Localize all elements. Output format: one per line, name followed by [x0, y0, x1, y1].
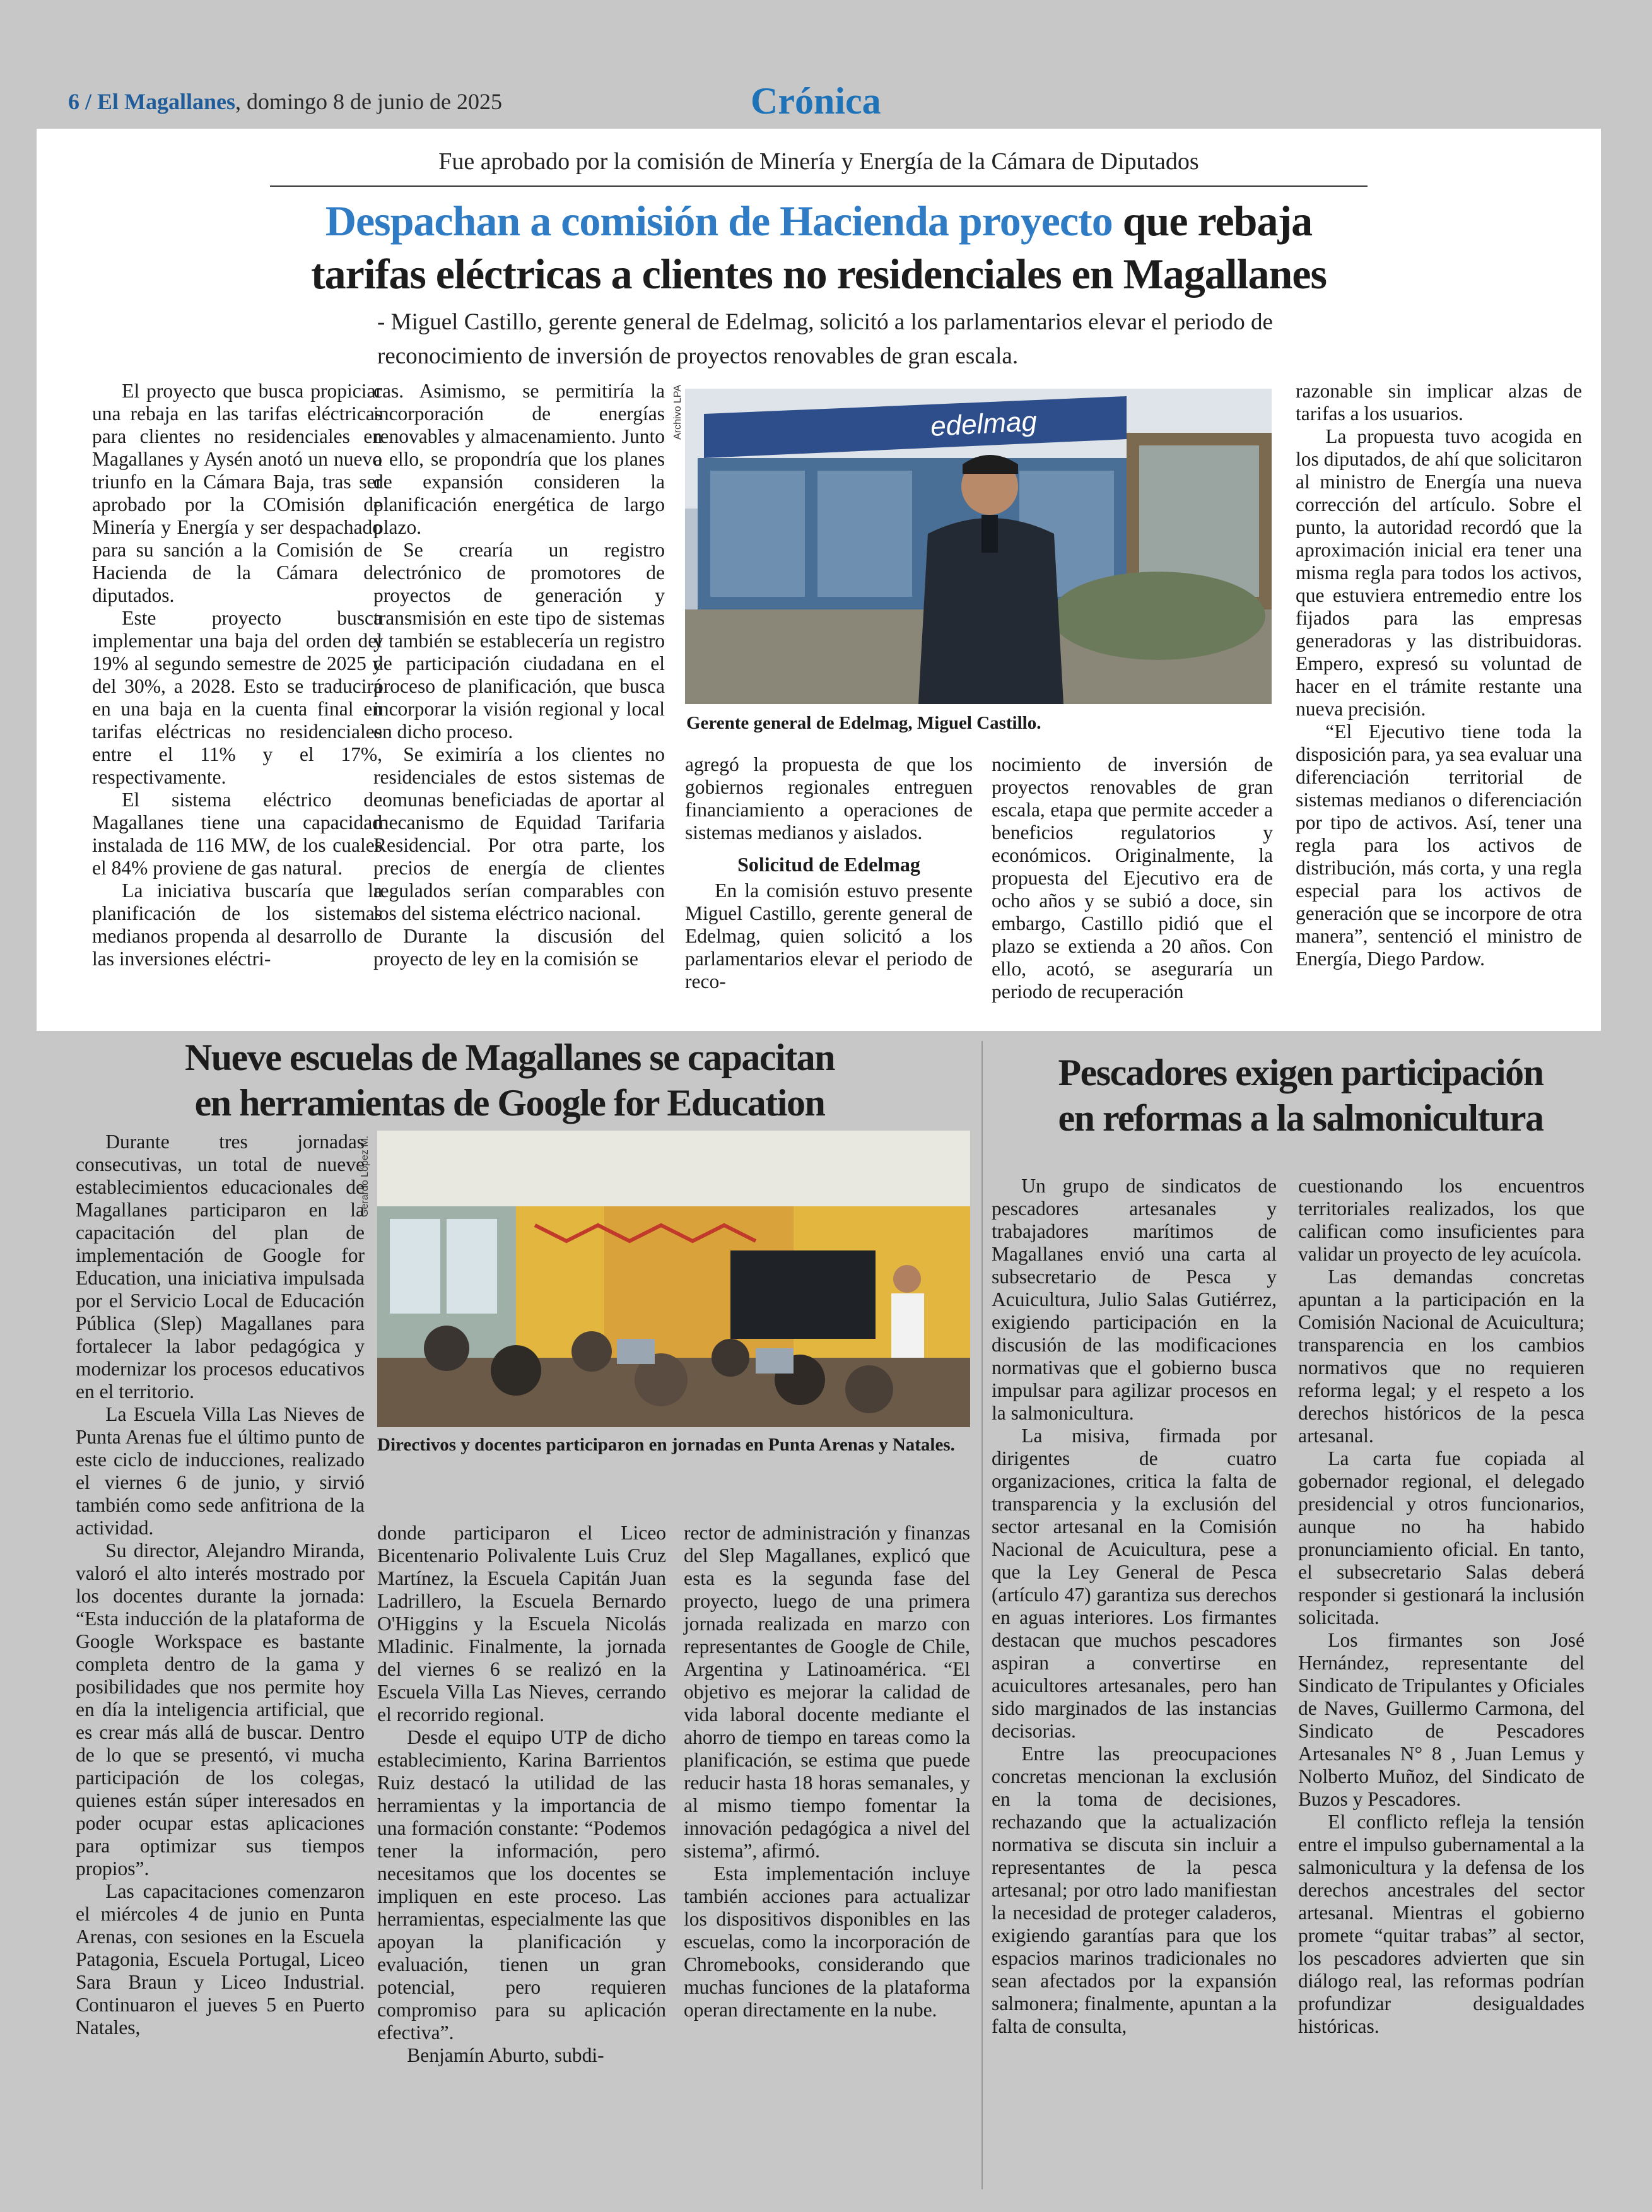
headline-rest-1: que rebaja — [1122, 197, 1313, 245]
headline-rest-2: tarifas eléctricas a clientes no residenciales en Magallanes — [310, 250, 1327, 298]
paragraph: Durante la discusión del proyecto de ley en la comisión se — [373, 925, 665, 970]
headline-line-1: Pescadores exigen participación — [1058, 1052, 1544, 1093]
headline-line-2: en reformas a la salmonicultura — [1058, 1097, 1544, 1139]
photo-illustration — [377, 1131, 970, 1427]
paragraph: cuestionando los encuentros territoriales realizados, los que califican como insuficientes para validar un proyecto de ley acuícola. — [1298, 1175, 1585, 1265]
paragraph: agregó la propuesta de que los gobiernos regionales entreguen financiamiento a operaciones de sistemas medianos y aislados. — [685, 753, 973, 844]
article-headline — [37, 1035, 983, 1126]
article-column-3 — [684, 1522, 970, 2021]
paragraph: “El Ejecutivo tiene toda la disposición para, ya sea evaluar una diferenciación territorial de sistemas medianos o diferenciación por tipo de activos. Así, tener una regla para los activos de distribución, más corta, y una regla especial para los activos de generación que se incorpore de otra manera”, sentenció el ministro de Energía, Diego Pardow. — [1296, 721, 1582, 970]
paragraph: El conflicto refleja la tensión entre el impulso gubernamental a la salmonicultura y la defensa de los derechos ancestrales del sector artesanal. Mientras el gobierno promete “quitar trabas” al sector, los pescadores advierten que sin diálogo real, las reformas podrían profundizar desigualdades históricas. — [1298, 1811, 1585, 2037]
paragraph: La misiva, firmada por dirigentes de cuatro organizaciones, critica la falta de transparencia y la exclusión del sector artesanal en la Comisión Nacional de Acuicultura, pese a que la Ley General de Pesca (artículo 47) garantiza sus derechos en aguas interiores. Los firmantes destacan que muchos pescadores aspiran a convertirse en acuicultores artesanales, pero han sido marginados de las instancias decisorias. — [992, 1425, 1277, 1742]
article-kicker: Fue aprobado por la comisión de Minería y Energía de la Cámara de Diputados — [438, 148, 1199, 175]
page-number: 6 — [68, 89, 79, 114]
article-column-1 — [92, 380, 382, 970]
photo-caption: Directivos y docentes participaron en jornadas en Punta Arenas y Natales. — [377, 1435, 955, 1455]
paragraph: Su director, Alejandro Miranda, valoró el alto interés mostrado por los docentes durante la jornada: “Esta inducción de la plataforma de Google Workspace es bastante completa dentro de la gama y posibilidades que nos permite hoy en día la inteligencia artificial, que es crear más allá de buscar. Dentro de lo que se presentó, vi mucha participación de los colegas, quienes están súper interesados en poder ocupar estas aplicaciones para optimizar sus tiempos propios”. — [76, 1539, 365, 1880]
article-column-2 — [1298, 1175, 1585, 2038]
paragraph: rector de administración y finanzas del Slep Magallanes, explicó que esta es la segunda fase del proyecto, luego de una primera jornada realizada en marzo con representantes de Google de Chile, Argentina y Latinoamérica. “El objetivo es mejorar la calidad de vida laboral docente mediante el ahorro de tiempo en tareas como la planificación, se estima que puede reducir hasta 18 horas semanales, y al mismo tiempo fomentar la innovación pedagógica a nivel del sistema”, afirmó. — [684, 1522, 970, 1862]
article-headline — [992, 1050, 1610, 1141]
paragraph: Entre las preocupaciones concretas mencionan la exclusión en la toma de decisiones, rechazando que la actualización normativa se discuta sin incluir a representantes de la pesca artesanal; por otro lado manifiestan la necesidad de proteger caladeros, exigiendo garantías para que los espacios marinos tradicionales no sean afectados por la expansión salmonera; finalmente, apuntan a la falta de consulta, — [992, 1743, 1277, 2037]
classroom-photo — [377, 1131, 970, 1427]
issue-date: domingo 8 de junio de 2025 — [247, 89, 502, 114]
photo-credit: Gerardo López M. — [360, 1136, 370, 1217]
headline-line-2: en herramientas de Google for Education — [194, 1082, 825, 1124]
paragraph: Se eximiría a los clientes no residenciales de estos sistemas de comunas beneficiadas de aportar al mecanismo de Equidad Tarifaria Residencial. Por otra parte, los precios de energía de clientes regulados serían comparables con los del sistema eléctrico nacional. — [373, 743, 665, 924]
section-title: Crónica — [751, 80, 881, 122]
paragraph: Se crearía un registro electrónico de promotores de proyectos de generación y transmisión en este tipo de sistemas y también se establecería un registro de participación ciudadana en el proceso de planificación, que busca incorporar la visión regional y local en dicho proceso. — [373, 539, 665, 743]
article-column-2 — [373, 380, 665, 970]
photo-caption: Gerente general de Edelmag, Miguel Castillo. — [686, 713, 1041, 733]
folio-separator: / — [85, 89, 92, 114]
article-column-5 — [1296, 380, 1582, 970]
article-column-4 — [992, 753, 1273, 1003]
paragraph: Esta implementación incluye también acciones para actualizar los dispositivos disponibles en las escuelas, como la incorporación de Chromebooks, considerando que muchas funciones de la plataforma operan directamente en la nube. — [684, 1862, 970, 2021]
article-headline — [37, 194, 1601, 300]
headline-line-1: Nueve escuelas de Magallanes se capacitan — [184, 1037, 835, 1078]
paragraph: donde participaron el Liceo Bicentenario Polivalente Luis Cruz Martínez, la Escuela Capitán Juan Ladrillero, la Escuela Bernardo O'Higgins y la Escuela Nicolás Mladinic. Finalmente, la jornada del viernes 6 se realizó en la Escuela Villa Las Nieves, cerrando el recorrido regional. — [377, 1522, 666, 1726]
paragraph: La Escuela Villa Las Nieves de Punta Arenas fue el último punto de este ciclo de inducciones, realizado el viernes 6 de junio, y sirvió también como sede anfitriona de la actividad. — [76, 1403, 365, 1539]
paragraph: El proyecto que busca propiciar una rebaja en las tarifas eléctricas para clientes no residenciales en Magallanes y Aysén anotó un nuevo triunfo en la Cámara Baja, tras ser aprobado por la COmisión de Minería y Energía y ser despachado para su sanción a la Comisión de Hacienda de la Cámara de diputados. — [92, 380, 382, 606]
paragraph: Benjamín Aburto, subdi- — [407, 2044, 604, 2066]
paragraph: Desde el equipo UTP de dicho establecimiento, Karina Barrientos Ruiz destacó la utilidad de las herramientas y la importancia de una formación constante: “Podemos tener la información, pero necesitamos que los docentes se impliquen en este proceso. Las herramientas, especialmente las que apoyan la planificación y evaluación, tienen un gran potencial, pero requieren compromiso para su aplicación efectiva”. — [377, 1726, 666, 2044]
article-google-education — [37, 1035, 989, 2189]
paragraph: Los firmantes son José Hernández, representante del Sindicato de Tripulantes y Oficiales de Naves, Guillermo Carmona, del Sindicato de Pescadores Artesanales N° 8 , Juan Lemus y Nolberto Muñoz, del Sindicato de Buzos y Pescadores. — [1298, 1629, 1585, 1810]
paragraph: Las capacitaciones comenzaron el miércoles 4 de junio en Punta Arenas, con sesiones en la Escuela Patagonia, Escuela Portugal, Liceo Sara Braun y Liceo Industrial. Continuaron el jueves 5 en Puerto Natales, — [76, 1880, 365, 2038]
page-folio: 6 / El Magallanes, domingo 8 de junio de 2025 — [68, 89, 502, 114]
paragraph: cas. Asimismo, se permitiría la incorporación de energías renovables y almacenamiento. Junto a ello, se propondría que los planes de expansión consideren la planificación energética de largo plazo. — [373, 380, 665, 538]
paragraph: La carta fue copiada al gobernador regional, el delegado presidencial y otros funcionarios, aunque no ha habido pronunciamiento oficial. En tanto, el subsecretario Salas deberá responder si gestionará la inclusión solicitada. — [1298, 1447, 1585, 1628]
article-edelmag — [37, 129, 1601, 1031]
column-divider — [981, 1041, 983, 2189]
article-salmon-farming — [992, 1035, 1610, 2189]
article-subhead: Solicitud de Edelmag — [737, 853, 920, 876]
headline-highlight: Despachan a comisión de Hacienda proyecto — [325, 197, 1113, 245]
article-deck: - Miguel Castillo, gerente general de Edelmag, solicitó a los parlamentarios elevar el periodo de reconocimiento de inversión de proyectos renovables de gran escala. — [377, 309, 1273, 369]
edelmag-sign: edelmag — [929, 406, 1038, 442]
paragraph: La iniciativa buscaría que la planificación de los sistemas medianos propenda al desarrollo de las inversiones eléctri- — [92, 880, 382, 970]
paragraph: El sistema eléctrico de Magallanes tiene una capacidad instalada de 116 MW, de los cuales el 84% proviene de gas natural. — [92, 789, 382, 879]
photo-illustration — [685, 389, 1272, 704]
kicker-rule — [270, 185, 1368, 187]
paragraph: nocimiento de inversión de proyectos renovables de gran escala, etapa que permite acceder a beneficios regulatorios y económicos. Originalmente, la propuesta del Ejecutivo era de ocho años y se subió a doce, sin embargo, Castillo pidió que el plazo se extienda a 20 años. Con ello, acotó, se aseguraría un periodo de recuperación — [992, 753, 1273, 1003]
paragraph: razonable sin implicar alzas de tarifas a los usuarios. — [1296, 380, 1582, 425]
article-column-3 — [685, 753, 973, 993]
newspaper-name: El Magallanes — [97, 89, 236, 114]
paragraph: En la comisión estuvo presente Miguel Castillo, gerente general de Edelmag, quien solicitó a los parlamentarios elevar el periodo de reco- — [685, 880, 973, 992]
paragraph: Durante tres jornadas consecutivas, un total de nueve establecimientos educacionales de Magallanes participaron en la capacitación del plan de implementación de Google for Education, una iniciativa impulsada por el Servicio Local de Educación Pública (Slep) Magallanes para fortalecer la labor pedagógica y modernizar los procesos educativos en el territorio. — [76, 1131, 365, 1403]
paragraph: Las demandas concretas apuntan a la participación en la Comisión Nacional de Acuicultura; transparencia en los cambios normativos que no requieren reforma legal; y el respeto a los derechos históricos de la pesca artesanal. — [1298, 1266, 1585, 1447]
photo-credit: Archivo LPA — [672, 385, 683, 440]
paragraph: La propuesta tuvo acogida en los diputados, de ahí que solicitaron al ministro de Energía una nueva corrección del artículo. Sobre el punto, la autoridad recordó que la aproximación inicial era tener una misma regla para todos los activos, que estuviera entremedio entre los fijados para las empresas generadoras y las distribuidoras. Empero, expresó su voluntad de hacer en el trámite restante una nueva precisión. — [1296, 425, 1582, 720]
article-column-1 — [992, 1175, 1277, 2038]
paragraph: Un grupo de sindicatos de pescadores artesanales y trabajadores marítimos de Magallanes envió una carta al subsecretario de Pesca y Acuicultura, Julio Salas Gutiérrez, exigiendo participación en la discusión de las modificaciones normativas que el gobierno busca impulsar para agilizar procesos en la salmonicultura. — [992, 1175, 1277, 1424]
article-column-2 — [377, 1522, 666, 2067]
article-column-1 — [76, 1131, 365, 2039]
edelmag-manager-photo — [685, 389, 1272, 704]
paragraph: Este proyecto busca implementar una baja del orden del 19% al segundo semestre de 2025 y del 30%, a 2028. Esto se traducirá en una baja en la cuenta final en tarifas eléctricas no residenciales entre el 11% y el 17%, respectivamente. — [92, 607, 382, 788]
